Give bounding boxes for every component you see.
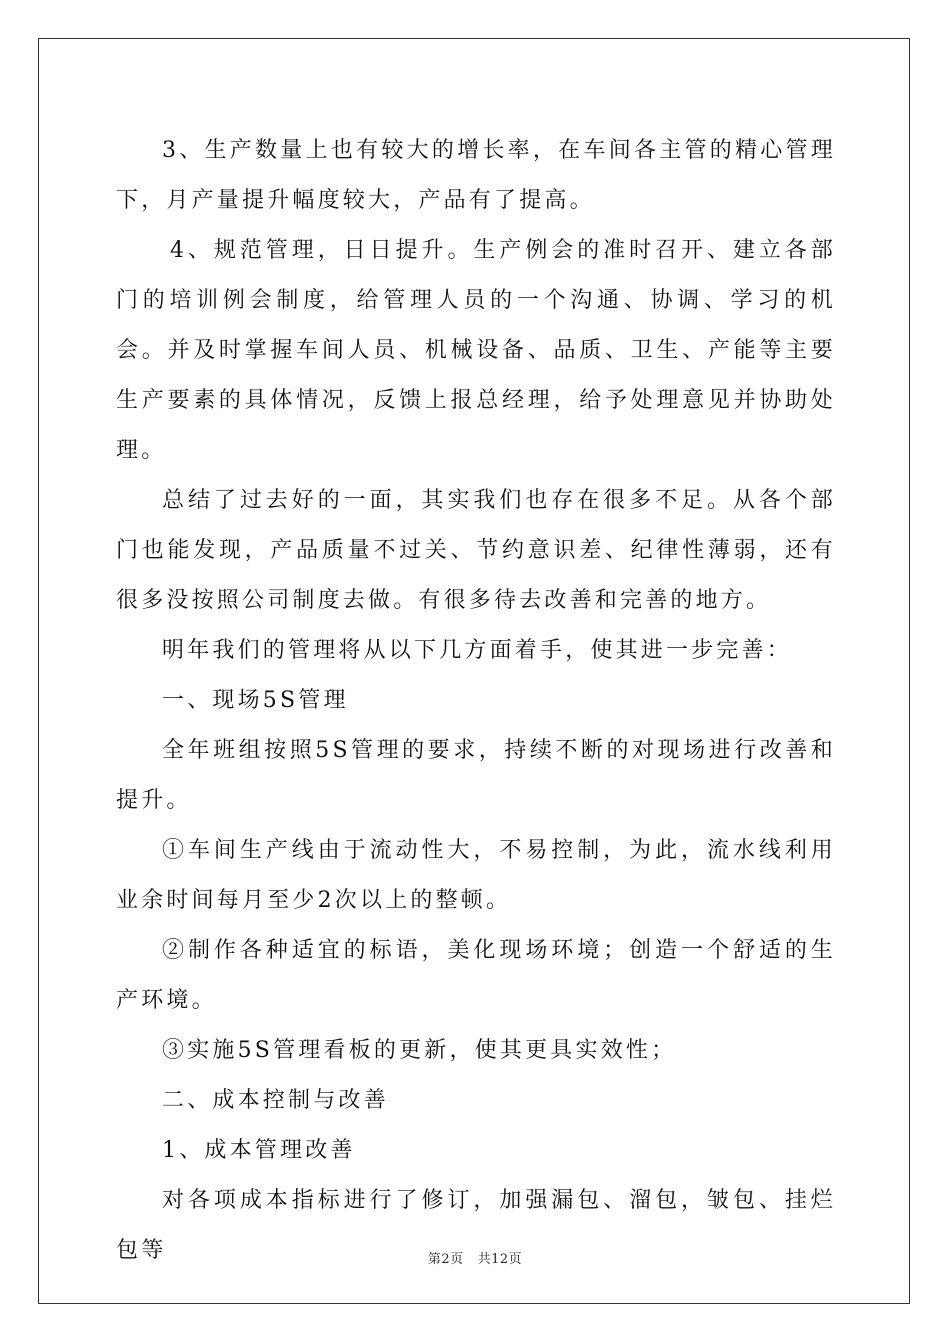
paragraph-standard-management: 4、规范管理，日日提升。生产例会的准时召开、建立各部门的培训例会制度，给管理人员的一个沟通、协调、学习的机会。并及时掌握车间人员、机械设备、品质、卫生、产能等主要生产要素的具体情况，反馈上报总经理，给予处理意见并协助处理。 [116,238,836,463]
list-item-5s-board: ③实施5S管理看板的更新，使其更具实效性； [162,1038,677,1063]
paragraph-cost-indicators: 对各项成本指标进行了修订，加强漏包、溜包，皱包、挂烂包等 [116,1188,836,1263]
heading-5s-management: 一、现场5S管理 [162,688,349,713]
heading-cost-control: 二、成本控制与改善 [162,1088,389,1113]
heading-cost-management: 1、成本管理改善 [162,1138,356,1163]
paragraph-next-year-plan: 明年我们的管理将从以下几方面着手，使其进一步完善： [162,638,793,663]
list-item-production-line: ①车间生产线由于流动性大，不易控制，为此，流水线利用业余时间每月至少2次以上的整顿。 [116,838,836,913]
page-number: 第2页 [427,1252,464,1267]
page-footer [0,1248,950,1267]
page-total: 共12页 [477,1252,523,1267]
document-body [116,126,836,1276]
list-item-slogans: ②制作各种适宜的标语，美化现场环境；创造一个舒适的生产环境。 [116,938,836,1013]
paragraph-summary-shortcomings: 总结了过去好的一面，其实我们也存在很多不足。从各个部门也能发现，产品质量不过关、节约意识差、纪律性薄弱，还有很多没按照公司制度去做。有很多待去改善和完善的地方。 [116,488,836,613]
paragraph-5s-requirements: 全年班组按照5S管理的要求，持续不断的对现场进行改善和提升。 [116,738,836,813]
paragraph-production-quantity: 3、生产数量上也有较大的增长率，在车间各主管的精心管理下，月产量提升幅度较大，产品有了提高。 [116,138,836,213]
